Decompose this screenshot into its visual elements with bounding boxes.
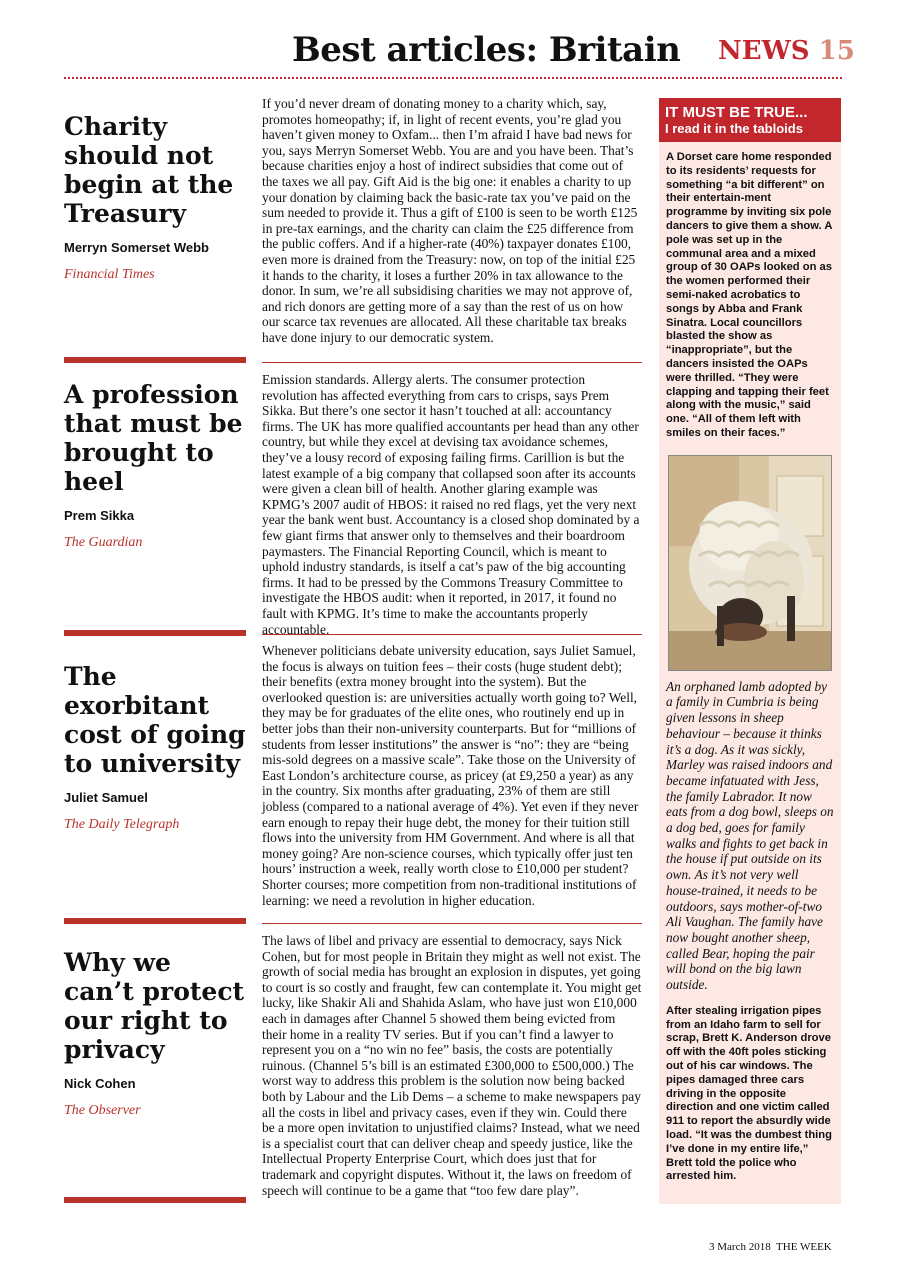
article-source: The Observer	[64, 1103, 141, 1118]
article-author: Prem Sikka	[64, 508, 135, 523]
article-author: Merryn Somerset Webb	[64, 240, 209, 255]
sidebar-heading-line2: I read it in the tabloids	[665, 121, 803, 136]
article-body: If you’d never dream of donating money to a charity which, say, promotes homeopathy; if, in light of recent events, you’re glad you haven’t given money to Oxfam... then I’m afraid I have bad news for you, says Merryn Somerset Webb. You are and you have been. That’s because charities enjoy a host of indirect subsidies that come out of the taxes we all pay. Gift Aid is the big one: it enables a charity to up your donation by claiming back the basic-rate tax you’ve paid on the sum needed to provide it. Thus a gift of £100 is seen to be worth £125 in pre-tax earnings, and the charity can claim the £25 difference from the public coffers. And if a higher-rate (40%) taxpayer donates £100, even more is drained from the Treasury: now, on top of the initial £25 it hands to the charity, it loses a further 20% in tax allowance to the donor. In sum, we’re all subsidising charities we may not approve of, and rich donors are getting more of a say than the rest of us on how our scarce tax revenues are allocated. All these charitable tax breaks have done injury to our democratic system.	[262, 96, 638, 345]
photo-caption: An orphaned lamb adopted by a family in Cumbria is being given lessons in sheep behaviour – because it thinks it’s a dog. As it was sickly, Marley was raised indoors and became infatuated with Jess, the family Labrador. It now eats from a dog bowl, sleeps on a dog bed, goes for family walks and fights to get back in the house if put outside on its own. As it’s not very well house-trained, it needs to be outdoors, says mother-of-two Ali Vaughan. The family have now bought another sheep, called Bear, hoping the pair will bond on the big lawn outside.	[666, 678, 834, 993]
lamb-photo	[668, 455, 832, 671]
footer-date: 3 March 2018	[709, 1241, 771, 1253]
section-label	[718, 36, 855, 66]
page-footer	[709, 1241, 832, 1253]
article-title: The exorbitant cost of going to university	[64, 662, 246, 778]
section-divider	[64, 357, 246, 363]
section-divider	[64, 1197, 246, 1203]
article-source: The Daily Telegraph	[64, 817, 180, 832]
article-3-heading	[64, 662, 246, 833]
article-separator	[262, 923, 642, 924]
section-name: NEWS	[718, 36, 810, 66]
article-title: Why we can’t protect our right to privacy	[64, 948, 245, 1064]
article-separator	[262, 634, 642, 635]
sidebar-story-1: A Dorset care home responded to its residents’ requests for something “a bit different” on their entertain-ment programme by inviting six pole dancers to give them a show. A pole was set up in the communal area and a mixed group of 30 OAPs looked on as the women performed their semi-naked acrobatics to songs by Abba and Frank Sinatra. Local councillors blasted the show as “inappropriate”, but the dancers insisted the OAPs were thrilled. “They were clapping and tapping their feet along with the music,” said one. “All of them left with smiles on their faces.”	[666, 151, 832, 439]
article-title: Charity should not begin at the Treasury	[64, 112, 234, 228]
header-divider	[64, 77, 842, 79]
page-number: 15	[818, 36, 855, 66]
section-divider	[64, 630, 246, 636]
page-title: Best articles: Britain	[292, 30, 681, 70]
article-title: A profession that must be brought to heel	[64, 380, 243, 496]
article-source: Financial Times	[64, 267, 155, 282]
section-divider	[64, 918, 246, 924]
sidebar-story-2: After stealing irrigation pipes from an Idaho farm to sell for scrap, Brett K. Anderson drove off with the 40ft poles sticking out of his car windows. The pipes damaged three cars driving in the opposite direction and one victim called 911 to report the absurdly wide load. “It was the dumbest thing I’ve done in my entire life,” Brett told the police who arrested him.	[666, 1004, 832, 1183]
article-author: Juliet Samuel	[64, 790, 148, 805]
lamb-photo-icon	[669, 456, 831, 670]
article-2-heading	[64, 380, 246, 551]
article-body: Whenever politicians debate university education, says Juliet Samuel, the focus is always on tuition fees – their costs (huge student debt); their benefits (extra money brought into the system). But the overlooked question is: are universities actually worth going to? Well, they may be for graduates of the elite ones, who routinely end up in better jobs than their non-university counterparts. But for “millions of students from lesser institutions” the answer is “no”: they are “being mis-sold degrees on a massive scale”. Take those on the University of East London’s architecture course, as pricey (at £9,250 a year) as any in the country. Six months after graduating, 23% of them are still jobless (compared to a national average of 4%). Yet even if they never earn enough to repay their huge debt, the money for their tuition still flows into the university from HM Government. And where is all that money going? Are non-science courses, which typically offer just ten hours’ instruction a week, really worth close to £10,000 per student? Shorter courses; more competition from non-traditional institutions of learning: we need a revolution in higher education.	[262, 643, 639, 908]
article-author: Nick Cohen	[64, 1076, 136, 1091]
article-4-heading	[64, 948, 246, 1119]
article-body: Emission standards. Allergy alerts. The consumer protection revolution has affected everything from cars to crisps, says Prem Sikka. But there’s one sector it hasn’t touched at all: accountancy firms. The UK has more qualified accountants per head than any other country, but while they excel at devising tax avoidance schemes, they’ve a lousy record of exposing failing firms. Carillion is but the latest example of a big company that collapsed soon after its accounts were given a clean bill of health. Another glaring example was KPMG’s 2007 audit of HBOS: it raised no red flags, yet the very next year the bank went bust. Accountancy is a closed shop dominated by a few giant firms that answer only to themselves and their boardroom paymasters. The Financial Reporting Council, which is meant to uphold industry standards, is itself a cat’s paw of the big accounting firms. It had to be pressed by the Commons Treasury Committee to investigate the HBOS audit: when it reported, in 2017, it found no fault with KPMG. It’s time to make the accountants properly accountable.	[262, 372, 640, 637]
article-source: The Guardian	[64, 535, 143, 550]
article-1-heading	[64, 112, 246, 283]
article-body: The laws of libel and privacy are essential to democracy, says Nick Cohen, but for most people in Britain they might as well not exist. The growth of social media has brought an explosion in disputes, yet going to court is so costly and fraught, few can contemplate it. You might get lucky, like Shakir Ali and Shahida Aslam, who have just won £10,000 each in damages after Channel 5 showed them being evicted from their home in a reality TV series. But if you can’t find a lawyer to represent you on a “no win no fee” basis, the costs are potentially ruinous. (Channel 5’s bill is an estimated £300,000 to £500,000.) The worst way to address this problem is the solution now being backed both by Labour and the Lib Dems – a scheme to make newspapers pay all the costs in libel and privacy cases, even if they win. Could there be a more open invitation to unjustified claims? Instead, what we need is a specialist court that can deliver cheap and speedy justice, like the Intellectual Property Enterprise Court, which does just that for trademark and copyright disputes. Without it, the laws on freedom of speech will continue to be a game that “too few dare play”.	[262, 933, 642, 1198]
article-separator	[262, 362, 642, 363]
sidebar-heading	[659, 98, 841, 142]
sidebar-heading-line1: IT MUST BE TRUE...	[665, 104, 808, 121]
footer-publication: THE WEEK	[776, 1241, 832, 1253]
sidebar-it-must-be-true	[659, 98, 841, 1204]
